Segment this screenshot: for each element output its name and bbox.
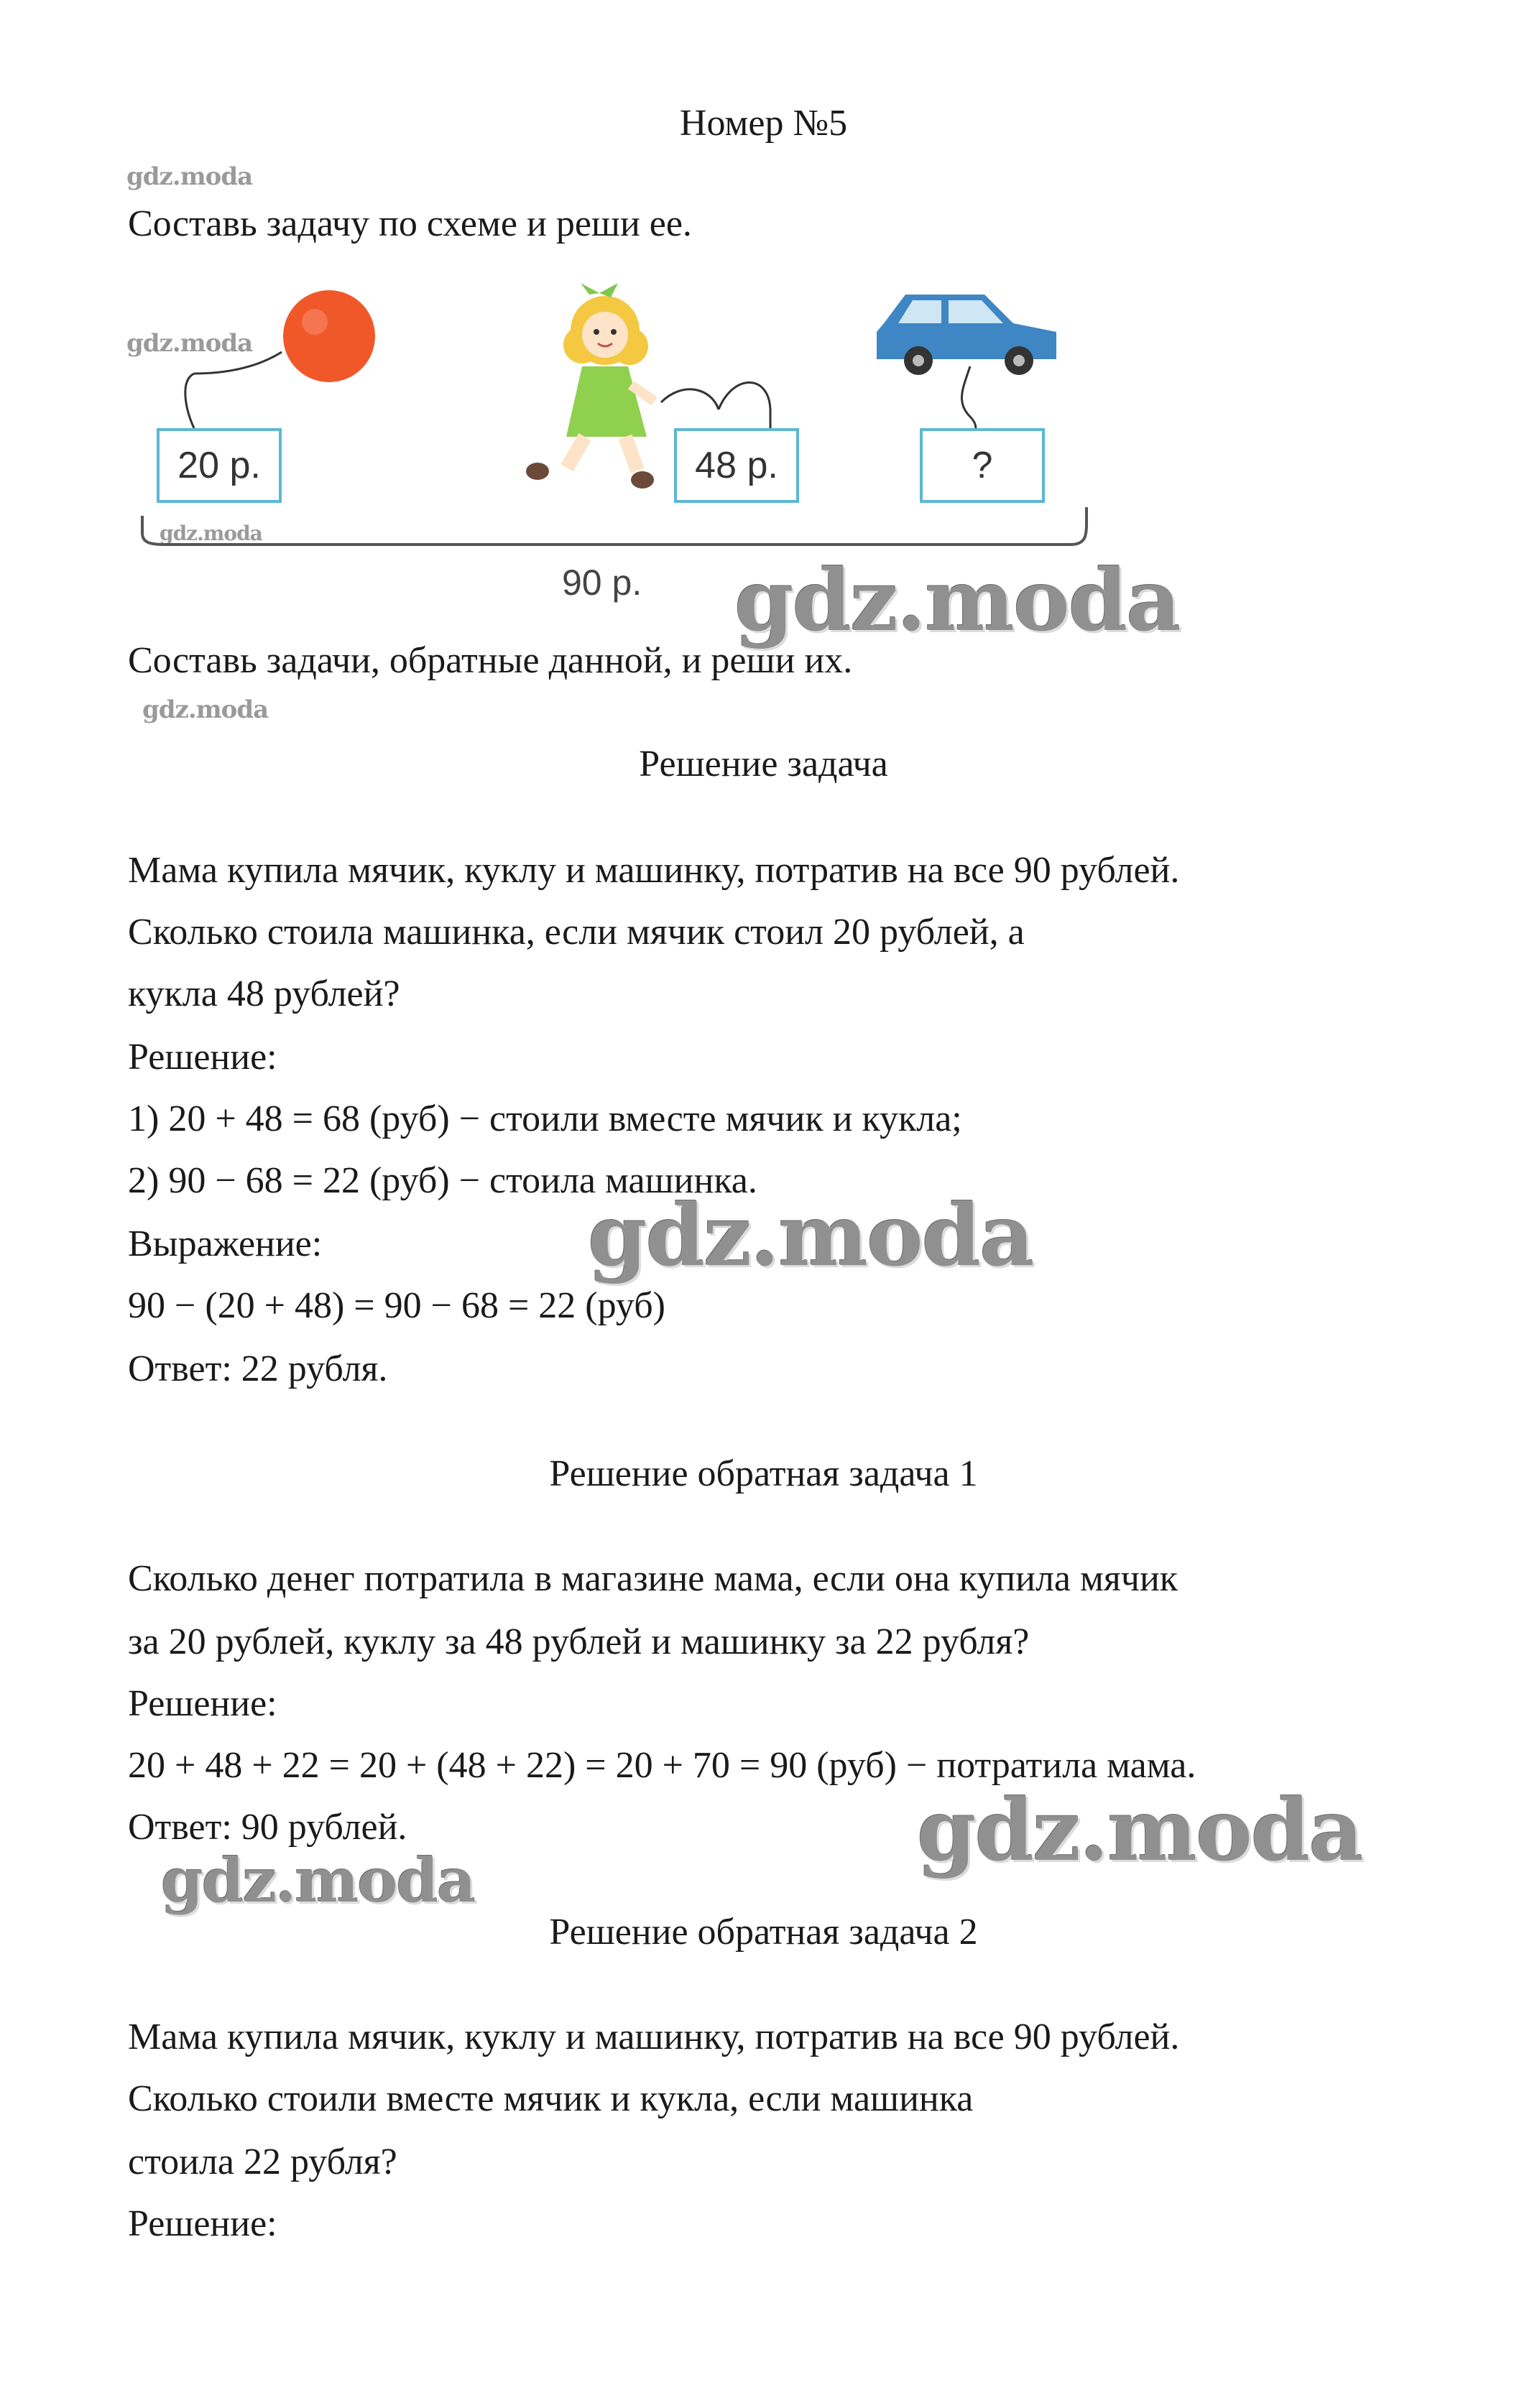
text-line: Сколько стоила машинка, если мячик стоил 20 рублей, а — [128, 912, 1025, 953]
sum-brace — [142, 507, 1087, 545]
doll-price-box: 48 р. — [674, 428, 799, 503]
text-line: Сколько денег потратила в магазине мама, если она купила мячик — [128, 1558, 1178, 1599]
text-line: Решение: — [128, 1037, 277, 1078]
text-line: Ответ: 22 рубля. — [128, 1348, 388, 1389]
text-line: Мама купила мячик, куклу и машинку, потратив на все 90 рублей. — [128, 850, 1180, 891]
watermark: gdz.moda — [142, 695, 269, 724]
text-line: Ответ: 90 рублей. — [128, 1807, 407, 1848]
ball-icon — [185, 290, 375, 428]
text-line: Решение: — [128, 2203, 277, 2244]
text-line: Мама купила мячик, куклу и машинку, потратив на все 90 рублей. — [128, 2016, 1180, 2057]
section-heading: Решение обратная задача 2 — [549, 1912, 978, 1953]
watermark: gdz.moda — [126, 329, 253, 358]
total-price-label: 90 р. — [562, 562, 642, 603]
section-heading: Решение задача — [639, 744, 888, 784]
text-line: 2) 90 − 68 = 22 (руб) − стоила машинка. — [128, 1160, 757, 1201]
watermark: gdz.moda — [734, 550, 1180, 650]
page-title: Номер №5 — [679, 103, 848, 144]
text-line: Выражение: — [128, 1223, 323, 1264]
text-line: Решение: — [128, 1683, 277, 1724]
section-heading: Решение обратная задача 1 — [549, 1453, 978, 1494]
text-line: кукла 48 рублей? — [128, 973, 400, 1014]
text-line: 1) 20 + 48 = 68 (руб) − стоили вместе мячик и кукла; — [128, 1098, 962, 1139]
watermark: gdz.moda — [160, 522, 262, 545]
text-line: 90 − (20 + 48) = 90 − 68 = 22 (руб) — [128, 1285, 665, 1326]
watermark: gdz.moda — [126, 162, 253, 191]
watermark: gdz.moda — [161, 1845, 475, 1916]
text-line: стоила 22 рубля? — [128, 2141, 397, 2182]
task-instruction: Составь задачу по схеме и реши ее. — [128, 203, 692, 244]
text-line: Сколько стоили вместе мячик и кукла, если машинка — [128, 2078, 974, 2119]
text-line: 20 + 48 + 22 = 20 + (48 + 22) = 20 + 70 = 90 (руб) − потратила мама. — [128, 1745, 1196, 1786]
text-line: за 20 рублей, куклу за 48 рублей и машинку за 22 рубля? — [128, 1621, 1030, 1662]
task-instruction-inverse: Составь задачи, обратные данной, и реши их. — [128, 640, 853, 681]
car-icon — [877, 295, 1056, 438]
watermark: gdz.moda — [917, 1780, 1362, 1880]
ball-price-box: 20 р. — [157, 428, 282, 503]
car-price-box: ? — [920, 428, 1045, 503]
watermark: gdz.moda — [588, 1185, 1033, 1285]
